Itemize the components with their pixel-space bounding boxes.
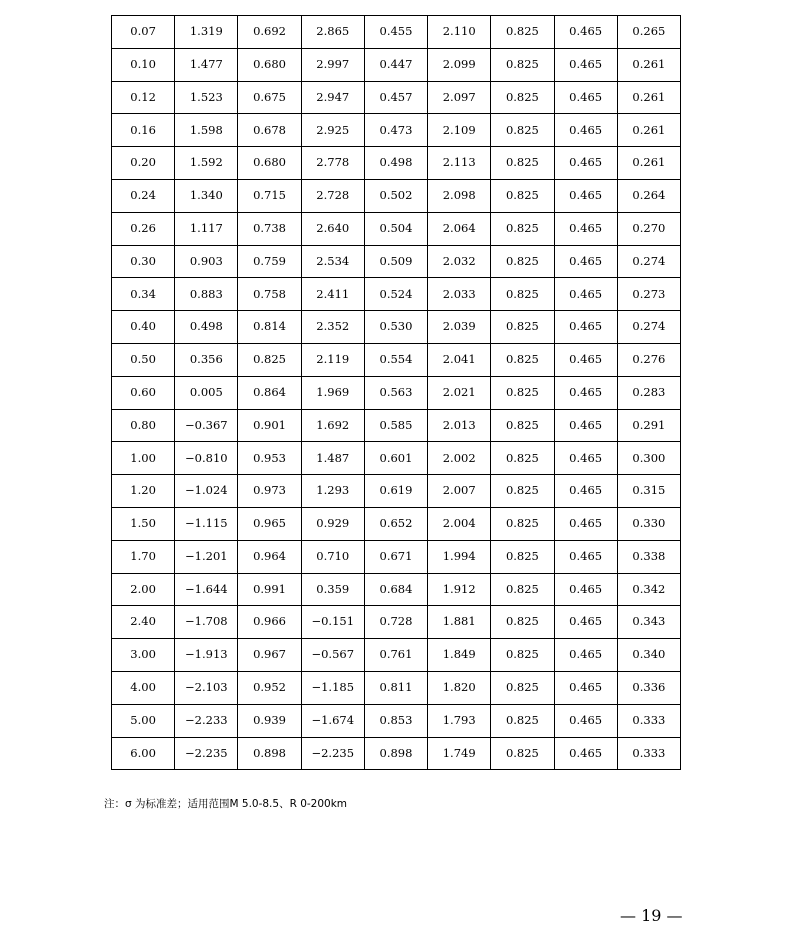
table-cell: 2.925 [301,114,364,147]
table-cell: 1.592 [175,147,238,180]
table-cell: 0.265 [617,16,680,49]
table-cell: −0.367 [175,409,238,442]
table-cell: −0.567 [301,639,364,672]
table-cell: 0.333 [617,704,680,737]
table-cell: 0.671 [364,540,427,573]
table-cell: 0.465 [554,81,617,114]
table-cell: 1.319 [175,16,238,49]
table-cell: 0.465 [554,179,617,212]
table-cell: 1.994 [428,540,491,573]
table-cell: 0.738 [238,212,301,245]
table-cell: 0.336 [617,671,680,704]
table-row [112,48,681,81]
table-cell: 0.447 [364,48,427,81]
table-cell: 0.758 [238,278,301,311]
table-cell: 0.825 [491,311,554,344]
table-cell: 0.825 [491,343,554,376]
table-cell: 0.825 [491,147,554,180]
table-cell: −1.644 [175,573,238,606]
page-number: — 19 — [620,906,683,925]
table-cell: −1.115 [175,507,238,540]
table-cell: 2.119 [301,343,364,376]
table-cell: 1.293 [301,475,364,508]
table-cell: 0.40 [112,311,175,344]
table-cell: 0.825 [491,442,554,475]
table-cell: 0.273 [617,278,680,311]
table-cell: −1.913 [175,639,238,672]
table-cell: 2.534 [301,245,364,278]
table-row [112,671,681,704]
table-cell: 1.598 [175,114,238,147]
table-cell: 0.465 [554,311,617,344]
table-cell: 0.465 [554,573,617,606]
table-cell: 2.778 [301,147,364,180]
table-cell: 0.455 [364,16,427,49]
table-cell: 0.825 [491,48,554,81]
table-cell: 0.939 [238,704,301,737]
table-row [112,639,681,672]
table-cell: 2.997 [301,48,364,81]
table-cell: 0.359 [301,573,364,606]
table-cell: 0.680 [238,147,301,180]
table-cell: 0.825 [491,639,554,672]
table-cell: −2.235 [175,737,238,770]
table-cell: 0.261 [617,81,680,114]
table-cell: 5.00 [112,704,175,737]
table-row [112,81,681,114]
table-cell: 0.26 [112,212,175,245]
table-cell: 0.465 [554,278,617,311]
table-row [112,16,681,49]
table-cell: 0.343 [617,606,680,639]
table-cell: 0.465 [554,114,617,147]
table-cell: 0.509 [364,245,427,278]
table-cell: 0.825 [491,376,554,409]
table-cell: 2.865 [301,16,364,49]
table-row [112,179,681,212]
table-cell: 2.021 [428,376,491,409]
table-cell: 0.619 [364,475,427,508]
table-row [112,573,681,606]
table-cell: 2.947 [301,81,364,114]
table-cell: 2.110 [428,16,491,49]
table-cell: 1.692 [301,409,364,442]
table-cell: 0.898 [364,737,427,770]
table-cell: 1.749 [428,737,491,770]
table-cell: 2.041 [428,343,491,376]
table-cell: 0.504 [364,212,427,245]
table-cell: 0.524 [364,278,427,311]
table-cell: 0.967 [238,639,301,672]
table-cell: −0.151 [301,606,364,639]
table-cell: 1.340 [175,179,238,212]
table-cell: 0.274 [617,311,680,344]
table-cell: 2.640 [301,212,364,245]
table-cell: 0.465 [554,606,617,639]
table-cell: 0.465 [554,245,617,278]
table-cell: 0.340 [617,639,680,672]
table-cell: 2.352 [301,311,364,344]
table-row [112,343,681,376]
coefficient-table [111,15,681,770]
table-cell: 3.00 [112,639,175,672]
table-cell: 0.825 [491,409,554,442]
table-cell: 2.113 [428,147,491,180]
table-cell: 0.270 [617,212,680,245]
table-cell: 0.274 [617,245,680,278]
table-cell: 1.881 [428,606,491,639]
table-cell: 1.912 [428,573,491,606]
table-cell: 0.005 [175,376,238,409]
table-cell: 1.849 [428,639,491,672]
table-cell: 0.966 [238,606,301,639]
table-cell: 2.013 [428,409,491,442]
table-cell: 2.728 [301,179,364,212]
table-cell: 0.883 [175,278,238,311]
table-row [112,147,681,180]
table-cell: 0.825 [491,245,554,278]
table-cell: 0.465 [554,671,617,704]
table-cell: 2.033 [428,278,491,311]
table-cell: 2.097 [428,81,491,114]
table-row [112,704,681,737]
table-row [112,540,681,573]
table-cell: 0.952 [238,671,301,704]
table-cell: −0.810 [175,442,238,475]
table-row [112,114,681,147]
table-cell: 0.457 [364,81,427,114]
table-cell: 0.680 [238,48,301,81]
table-cell: 0.261 [617,48,680,81]
table-row [112,311,681,344]
table-cell: 0.30 [112,245,175,278]
table-row [112,278,681,311]
table-cell: 0.465 [554,16,617,49]
table-cell: −2.233 [175,704,238,737]
table-cell: 0.465 [554,475,617,508]
table-cell: 0.300 [617,442,680,475]
table-cell: 0.338 [617,540,680,573]
table-cell: 0.901 [238,409,301,442]
table-row [112,245,681,278]
table-cell: 0.684 [364,573,427,606]
table-cell: 0.330 [617,507,680,540]
table-cell: 1.969 [301,376,364,409]
table-cell: 0.530 [364,311,427,344]
table-cell: 0.342 [617,573,680,606]
table-cell: 0.465 [554,343,617,376]
table-cell: 0.825 [491,16,554,49]
table-cell: 0.473 [364,114,427,147]
table-row [112,737,681,770]
table-cell: 0.20 [112,147,175,180]
table-cell: 0.825 [491,573,554,606]
table-cell: 0.825 [491,475,554,508]
table-cell: 1.820 [428,671,491,704]
table-cell: 0.465 [554,704,617,737]
table-cell: 0.261 [617,147,680,180]
table-row [112,507,681,540]
table-cell: 0.356 [175,343,238,376]
table-cell: 0.12 [112,81,175,114]
table-cell: 0.465 [554,639,617,672]
table-cell: 0.465 [554,409,617,442]
table-cell: 0.811 [364,671,427,704]
table-row [112,376,681,409]
table-cell: 0.50 [112,343,175,376]
table-cell: 2.411 [301,278,364,311]
table-cell: 0.07 [112,16,175,49]
table-cell: 2.007 [428,475,491,508]
table-cell: 0.692 [238,16,301,49]
table-cell: 0.964 [238,540,301,573]
table-cell: 0.465 [554,212,617,245]
table-cell: 0.825 [491,671,554,704]
table-cell: 0.24 [112,179,175,212]
table-cell: −1.674 [301,704,364,737]
table-cell: 0.825 [238,343,301,376]
table-cell: 2.064 [428,212,491,245]
table-cell: 2.098 [428,179,491,212]
table-cell: 0.903 [175,245,238,278]
table-cell: 1.70 [112,540,175,573]
table-cell: 0.991 [238,573,301,606]
table-cell: 0.652 [364,507,427,540]
table-cell: 0.825 [491,507,554,540]
table-cell: 0.898 [238,737,301,770]
table-cell: −1.708 [175,606,238,639]
table-cell: 0.814 [238,311,301,344]
table-cell: 0.710 [301,540,364,573]
table-cell: 0.465 [554,147,617,180]
table-cell: 0.585 [364,409,427,442]
table-cell: 0.502 [364,179,427,212]
table-row [112,212,681,245]
table-row [112,475,681,508]
table-cell: 1.20 [112,475,175,508]
table-body [112,16,681,770]
table-cell: 0.864 [238,376,301,409]
table-cell: 0.675 [238,81,301,114]
table-cell: 2.032 [428,245,491,278]
table-cell: 0.465 [554,737,617,770]
table-cell: 1.117 [175,212,238,245]
table-cell: 1.793 [428,704,491,737]
table-cell: 0.825 [491,737,554,770]
table-cell: 6.00 [112,737,175,770]
table-cell: −2.235 [301,737,364,770]
table-cell: 0.825 [491,704,554,737]
table-cell: 0.728 [364,606,427,639]
table-row [112,409,681,442]
table-cell: 0.825 [491,179,554,212]
table-cell: 2.039 [428,311,491,344]
table-cell: 0.825 [491,278,554,311]
table-cell: 0.283 [617,376,680,409]
table-cell: 2.40 [112,606,175,639]
table-cell: 0.563 [364,376,427,409]
table-cell: 0.761 [364,639,427,672]
table-cell: 2.109 [428,114,491,147]
table-row [112,606,681,639]
table-cell: 0.465 [554,376,617,409]
table-cell: 0.498 [175,311,238,344]
table-cell: 0.465 [554,507,617,540]
table-cell: 2.00 [112,573,175,606]
table-cell: 0.715 [238,179,301,212]
table-cell: 0.291 [617,409,680,442]
table-cell: 1.00 [112,442,175,475]
table-cell: −1.201 [175,540,238,573]
table-cell: 0.60 [112,376,175,409]
table-cell: 2.004 [428,507,491,540]
table-cell: 0.10 [112,48,175,81]
table-cell: 0.498 [364,147,427,180]
table-cell: 0.759 [238,245,301,278]
table-cell: 1.50 [112,507,175,540]
table-cell: −2.103 [175,671,238,704]
table-cell: 0.34 [112,278,175,311]
table-cell: 1.477 [175,48,238,81]
table-note: 注：σ 为标准差；适用范围M 5.0-8.5、R 0-200km [104,798,348,810]
table-cell: 0.965 [238,507,301,540]
table-cell: −1.024 [175,475,238,508]
table-cell: 0.825 [491,81,554,114]
table-cell: 0.261 [617,114,680,147]
table-cell: 0.825 [491,540,554,573]
table-cell: 0.953 [238,442,301,475]
table-cell: 1.523 [175,81,238,114]
table-cell: 0.276 [617,343,680,376]
table-cell: 2.099 [428,48,491,81]
table-cell: 0.465 [554,442,617,475]
table-cell: 0.264 [617,179,680,212]
table-cell: 0.80 [112,409,175,442]
table-cell: 0.825 [491,212,554,245]
table-cell: 0.16 [112,114,175,147]
table-row [112,442,681,475]
table-cell: −1.185 [301,671,364,704]
table-cell: 0.554 [364,343,427,376]
table-cell: 0.853 [364,704,427,737]
table-cell: 0.929 [301,507,364,540]
table-cell: 1.487 [301,442,364,475]
table-cell: 0.601 [364,442,427,475]
table-cell: 0.678 [238,114,301,147]
table-cell: 0.465 [554,540,617,573]
table-cell: 4.00 [112,671,175,704]
table-cell: 0.825 [491,114,554,147]
table-cell: 0.333 [617,737,680,770]
table-cell: 0.825 [491,606,554,639]
table-cell: 0.315 [617,475,680,508]
table-cell: 0.973 [238,475,301,508]
table-cell: 0.465 [554,48,617,81]
table-cell: 2.002 [428,442,491,475]
